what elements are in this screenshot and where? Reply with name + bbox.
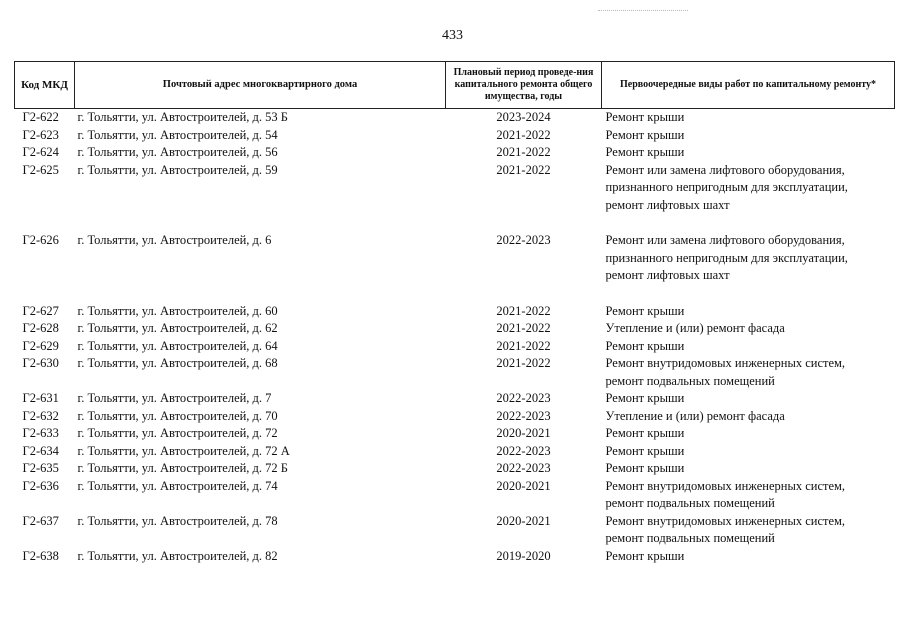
row-address: г. Тольятти, ул. Автостроителей, д. 64 <box>77 338 278 353</box>
table-row <box>15 548 895 566</box>
work-line: Ремонт крыши <box>605 110 685 124</box>
work-line: Ремонт крыши <box>605 145 685 159</box>
work-line: признанного непригодным для эксплуатации, <box>605 250 848 265</box>
row-works <box>602 425 895 443</box>
work-line: ремонт подвальных помещений <box>605 496 775 510</box>
row-code: Г2-631 <box>22 391 59 405</box>
header-address: Почтовый адрес многоквартирного дома <box>75 62 446 109</box>
row-works <box>602 303 895 321</box>
row-period: 2022-2023 <box>496 461 551 475</box>
row-code: Г2-627 <box>22 303 59 318</box>
scan-artifact <box>598 10 688 14</box>
row-code: Г2-626 <box>22 233 59 247</box>
table-row <box>15 320 895 338</box>
capital-repair-table <box>14 61 895 565</box>
work-line: Ремонт крыши <box>605 426 685 440</box>
work-line: ремонт подвальных помещений <box>605 531 775 545</box>
row-works <box>602 109 895 127</box>
row-works <box>602 460 895 478</box>
row-code: Г2-638 <box>22 548 59 563</box>
row-address: г. Тольятти, ул. Автостроителей, д. 6 <box>77 233 272 247</box>
row-works <box>602 232 895 285</box>
table-row <box>15 390 895 408</box>
row-address: г. Тольятти, ул. Автостроителей, д. 72 А <box>77 443 290 458</box>
row-code: Г2-628 <box>22 321 59 335</box>
row-code: Г2-636 <box>22 478 59 493</box>
table-row <box>15 478 895 513</box>
row-period: 2021-2022 <box>496 338 551 353</box>
work-line: Ремонт или замена лифтового оборудования, <box>605 233 845 247</box>
row-code: Г2-624 <box>22 145 59 159</box>
work-line: Утепление и (или) ремонт фасада <box>605 321 785 335</box>
work-line: Ремонт внутридомовых инженерных систем, <box>605 513 846 528</box>
row-code: Г2-637 <box>22 513 59 528</box>
row-period: 2021-2022 <box>496 145 551 159</box>
row-period: 2020-2021 <box>496 478 551 493</box>
work-line: Ремонт внутридомовых инженерных систем, <box>605 478 846 493</box>
spacer-cell <box>15 214 895 232</box>
table-row <box>15 144 895 162</box>
row-code: Г2-630 <box>22 356 59 370</box>
table-row <box>15 303 895 321</box>
row-code: Г2-633 <box>22 426 59 440</box>
row-address: г. Тольятти, ул. Автостроителей, д. 74 <box>77 478 278 493</box>
table-row <box>15 338 895 356</box>
row-works <box>602 513 895 548</box>
page-number: 433 <box>442 28 463 43</box>
row-works <box>602 127 895 145</box>
row-code: Г2-622 <box>22 110 59 124</box>
row-works <box>602 443 895 461</box>
row-period: 2021-2022 <box>496 356 551 370</box>
row-period: 2020-2021 <box>496 513 551 528</box>
table-row <box>15 162 895 215</box>
work-line: Ремонт внутридомовых инженерных систем, <box>605 356 846 370</box>
row-period: 2022-2023 <box>496 408 551 423</box>
table-row <box>15 127 895 145</box>
row-works <box>602 408 895 426</box>
row-address: г. Тольятти, ул. Автостроителей, д. 53 Б <box>77 110 288 124</box>
table-row <box>15 355 895 390</box>
row-period: 2020-2021 <box>496 426 551 440</box>
work-line: ремонт лифтовых шахт <box>605 197 730 212</box>
row-works <box>602 320 895 338</box>
header-period: Плановый период проведе-ния капитального ремонта общего имущества, годы <box>446 62 602 109</box>
row-period: 2021-2022 <box>496 303 551 318</box>
table-body <box>15 109 895 566</box>
row-works <box>602 548 895 566</box>
table-row <box>15 443 895 461</box>
row-period: 2022-2023 <box>496 233 551 247</box>
work-line: Ремонт крыши <box>605 461 685 475</box>
row-period: 2022-2023 <box>496 391 551 405</box>
table-row <box>15 109 895 127</box>
row-works <box>602 478 895 513</box>
row-address: г. Тольятти, ул. Автостроителей, д. 59 <box>77 162 278 177</box>
row-period: 2023-2024 <box>496 110 551 124</box>
row-works <box>602 355 895 390</box>
row-period: 2021-2022 <box>496 321 551 335</box>
row-address: г. Тольятти, ул. Автостроителей, д. 72 Б <box>77 461 288 475</box>
work-line: Ремонт или замена лифтового оборудования, <box>605 162 845 177</box>
row-address: г. Тольятти, ул. Автостроителей, д. 82 <box>77 548 278 563</box>
row-code: Г2-623 <box>22 127 59 142</box>
work-line: Ремонт крыши <box>605 303 685 318</box>
row-address: г. Тольятти, ул. Автостроителей, д. 7 <box>77 391 272 405</box>
work-line: Ремонт крыши <box>605 548 685 563</box>
row-works <box>602 390 895 408</box>
header-code: Код МКД <box>15 62 75 109</box>
row-works <box>602 162 895 215</box>
row-period: 2019-2020 <box>496 548 551 563</box>
row-address: г. Тольятти, ул. Автостроителей, д. 56 <box>77 145 278 159</box>
table-row <box>15 460 895 478</box>
table-row <box>15 408 895 426</box>
row-address: г. Тольятти, ул. Автостроителей, д. 54 <box>77 127 278 142</box>
row-address: г. Тольятти, ул. Автостроителей, д. 70 <box>77 408 278 423</box>
row-address: г. Тольятти, ул. Автостроителей, д. 68 <box>77 356 278 370</box>
work-line: Ремонт крыши <box>605 338 685 353</box>
work-line: ремонт лифтовых шахт <box>605 268 730 282</box>
table-header-row <box>15 62 895 109</box>
row-address: г. Тольятти, ул. Автостроителей, д. 60 <box>77 303 278 318</box>
work-line: Ремонт крыши <box>605 127 685 142</box>
row-spacer <box>15 214 895 232</box>
row-spacer <box>15 285 895 303</box>
row-period: 2021-2022 <box>496 162 551 177</box>
row-period: 2022-2023 <box>496 443 551 458</box>
work-line: Ремонт крыши <box>605 391 685 405</box>
row-code: Г2-629 <box>22 338 59 353</box>
row-address: г. Тольятти, ул. Автостроителей, д. 78 <box>77 513 278 528</box>
work-line: Ремонт крыши <box>605 443 685 458</box>
row-address: г. Тольятти, ул. Автостроителей, д. 72 <box>77 426 278 440</box>
row-works <box>602 144 895 162</box>
row-address: г. Тольятти, ул. Автостроителей, д. 62 <box>77 321 278 335</box>
row-period: 2021-2022 <box>496 127 551 142</box>
row-code: Г2-632 <box>22 408 59 423</box>
work-line: ремонт подвальных помещений <box>605 373 775 388</box>
table-row <box>15 232 895 285</box>
work-line: признанного непригодным для эксплуатации, <box>605 180 848 194</box>
row-code: Г2-634 <box>22 443 59 458</box>
row-works <box>602 338 895 356</box>
header-works: Первоочередные виды работ по капитальному ремонту* <box>602 62 895 109</box>
row-code: Г2-635 <box>22 461 59 475</box>
spacer-cell <box>15 285 895 303</box>
work-line: Утепление и (или) ремонт фасада <box>605 408 785 423</box>
table-row <box>15 425 895 443</box>
row-code: Г2-625 <box>22 162 59 177</box>
table-row <box>15 513 895 548</box>
